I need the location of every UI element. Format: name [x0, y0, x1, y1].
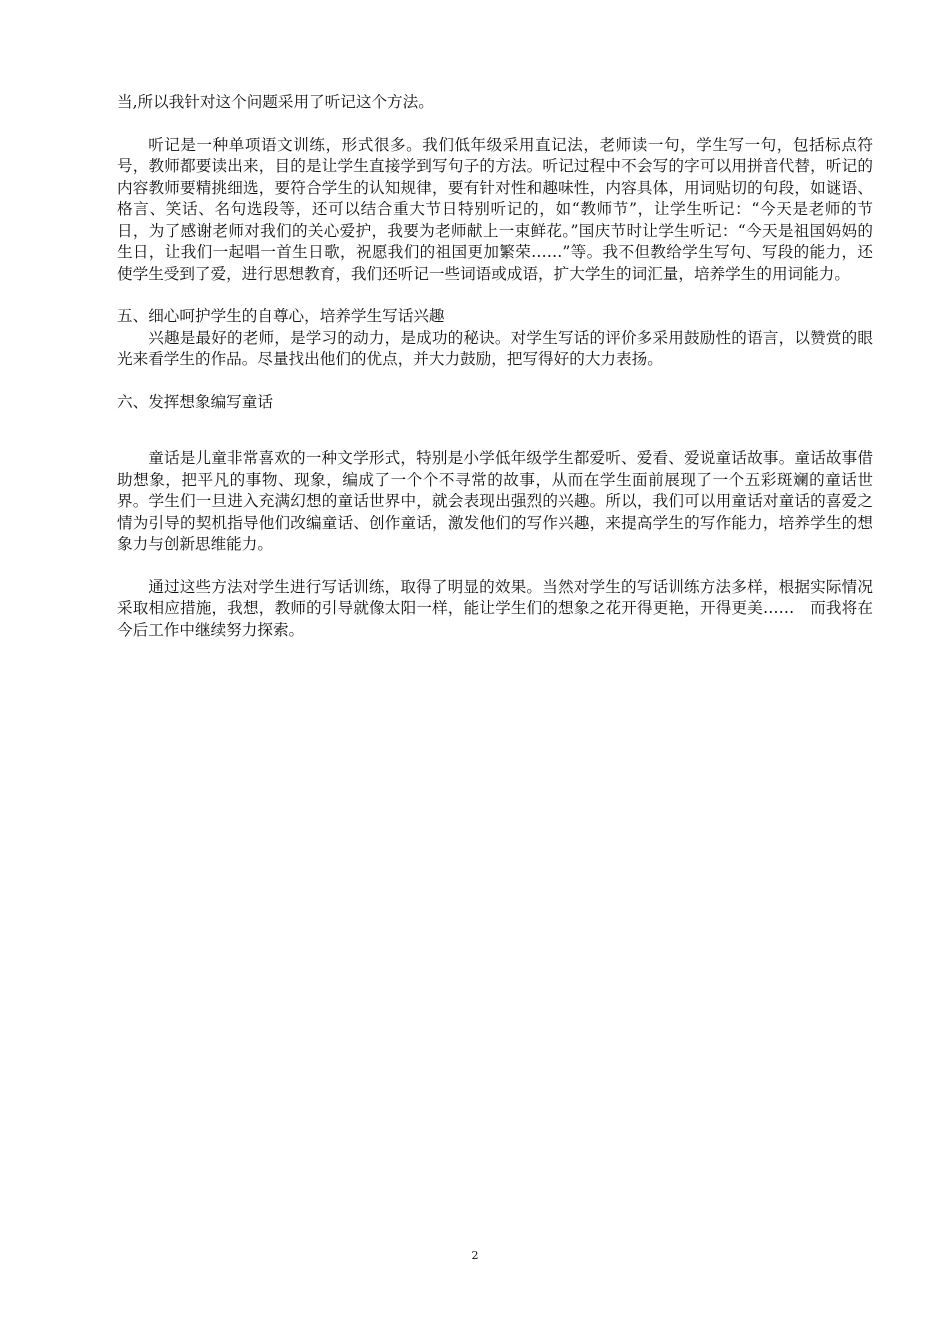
paragraph-gap — [117, 114, 873, 135]
paragraph-interest: 兴趣是最好的老师，是学习的动力，是成功的秘诀。对学生写话的评价多采用鼓励性的语言，以赞赏的眼光来看学生的作品。尽量找出他们的优点，并大力鼓励，把写得好的大力表扬。 — [117, 328, 873, 368]
paragraph-gap — [117, 556, 873, 577]
document-page — [117, 92, 873, 641]
paragraph-conclusion: 通过这些方法对学生进行写话训练，取得了明显的效果。当然对学生的写话训练方法多样，根据实际情况采取相应措施，我想，教师的引导就像太阳一样，能让学生们的想象之花开得更艳，开得更美…… 而我将在今后工作中继续努力探索。 — [117, 577, 873, 639]
paragraph-gap — [117, 413, 873, 434]
page-number: 2 — [471, 1249, 479, 1262]
paragraph-gap — [117, 285, 873, 306]
paragraph-fairy-tale: 童话是儿童非常喜欢的一种文学形式，特别是小学低年级学生都爱听、爱看、爱说童话故事。童话故事借助想象，把平凡的事物、现象，编成了一个个不寻常的故事，从而在学生面前展现了一个五彩斑斓的童话世界。学生们一旦进入充满幻想的童话世界中，就会表现出强烈的兴趣。所以，我们可以用童话对童话的喜爱之情为引导的契机指导他们改编童话、创作童话，激发他们的写作兴趣，来提高学生的写作能力，培养学生的想象力与创新思维能力。 — [117, 449, 873, 553]
paragraph-intro-line: 当,所以我针对这个问题采用了听记这个方法。 — [117, 93, 434, 111]
paragraph-dictation: 听记是一种单项语文训练，形式很多。我们低年级采用直记法，老师读一句，学生写一句，包括标点符号，教师都要读出来，目的是让学生直接学到写句子的方法。听记过程中不会写的字可以用拼音代替，听记的内容教师要精挑细选，要符合学生的认知规律，要有针对性和趣味性，内容具体，用词贴切的句段，如谜语、格言、笑话、名句选段等，还可以结合重大节日特别听记的，如“教师节”，让学生听记：“今天是老师的节日，为了感谢老师对我们的关心爱护，我要为老师献上一束鲜花。”国庆节时让学生听记：“今天是祖国妈妈的生日，让我们一起唱一首生日歌，祝愿我们的祖国更加繁荣……”等。我不但教给学生写句、写段的能力，还使学生受到了爱，进行思想教育，我们还听记一些词语或成语，扩大学生的词汇量，培养学生的用词能力。 — [117, 135, 873, 283]
paragraph-gap — [117, 434, 873, 448]
section-heading-six: 六、发挥想象编写童话 — [117, 392, 273, 411]
section-heading-five: 五、细心呵护学生的自尊心，培养学生写话兴趣 — [117, 307, 445, 325]
paragraph-gap — [117, 371, 873, 392]
